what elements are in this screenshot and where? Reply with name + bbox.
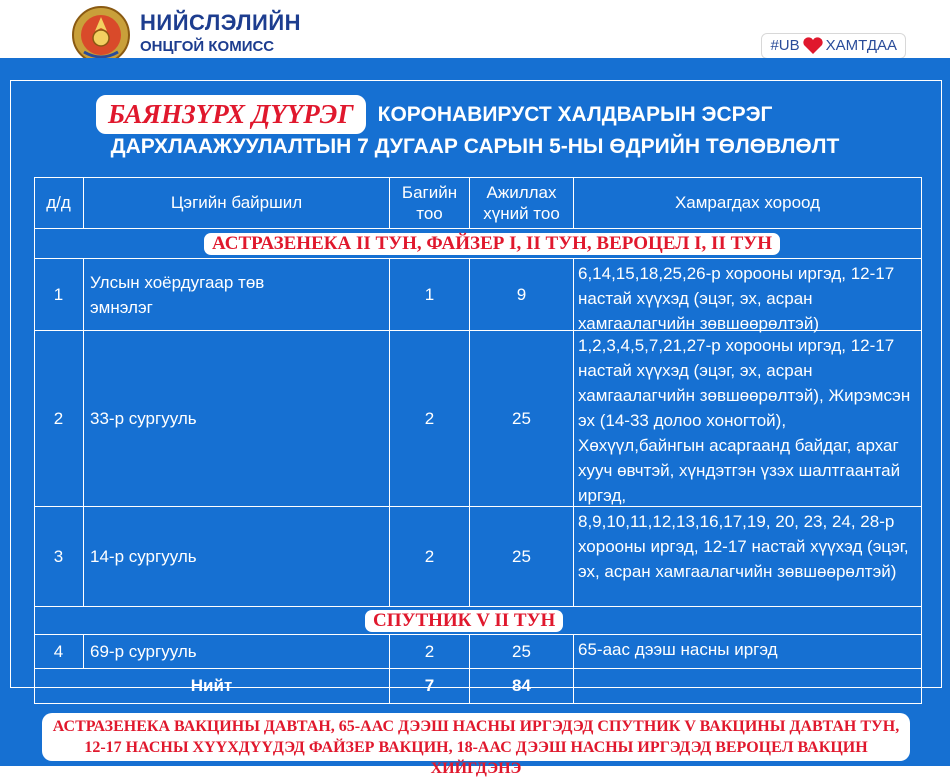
row4-location: 69-р сургууль [84, 635, 390, 669]
row2-staff: 25 [470, 331, 574, 507]
total-teams: 7 [390, 669, 470, 704]
row3-staff: 25 [470, 507, 574, 607]
row4-no: 4 [34, 635, 84, 669]
row2-coverage: 1,2,3,4,5,7,21,27-р хорооны иргэд, 12-17 настай хүүхэд (эцэг, эх, асран хамгаалагчийн зөвшөөрөлтэй), Жирэмсэн эх (14-33 долоо хоногтой), Хөхүүл,байнгын асаргаанд байдаг, архаг хууч өвчтэй, хүндэтгэн үзэх шалтгаантай иргэд, [574, 331, 922, 507]
total-staff: 84 [470, 669, 574, 704]
row1-no: 1 [34, 259, 84, 331]
row4-teams: 2 [390, 635, 470, 669]
row3-coverage: 8,9,10,11,12,13,16,17,19, 20, 23, 24, 28-р хорооны иргэд, 12-17 настай хүүхэд (эцэг, эх, асран хамгаалагчийн зөвшөөрөлтэй) [574, 507, 922, 607]
row4-coverage: 65-аас дээш насны иргэд [574, 635, 922, 669]
footer-note-line2: 12-17 НАСНЫ ХҮҮХДҮҮДЭД ФАЙЗЕР ВАКЦИН, 18-ААС ДЭЭШ НАСНЫ ИРГЭДЭД ВЕРОЦЕЛ ВАКЦИН ХИЙГДЭНЭ [84, 739, 868, 777]
section-title-vaccines: АСТРАЗЕНЕКА II ТУН, ФАЙЗЕР I, II ТУН, ВЕРОЦЕЛ I, II ТУН [204, 233, 780, 255]
row3-location: 14-р сургууль [84, 507, 390, 607]
hashtag-badge [761, 33, 906, 59]
org-name-line1: НИЙСЛЭЛИЙН [140, 10, 302, 35]
district-name: БАЯНЗҮРХ ДҮҮРЭГ [96, 95, 366, 134]
row2-location: 33-р сургууль [84, 331, 390, 507]
col-header-staff: Ажиллах хүний тоо [470, 177, 574, 229]
col-header-no: д/д [34, 177, 84, 229]
hashtag-prefix: #UB [770, 37, 800, 54]
row2-no: 2 [34, 331, 84, 507]
row1-coverage: 6,14,15,18,25,26-р хорооны иргэд, 12-17 настай хүүхэд (эцэг, эх, асран хамгаалагчийн зөвшөөрөлтэй) [574, 259, 922, 331]
city-emblem-logo [70, 4, 132, 66]
title-line2: ДАРХЛААЖУУЛАЛТЫН 7 ДУГААР САРЫН 5-НЫ ӨДРИЙН ТӨЛӨВЛӨЛТ [110, 135, 840, 158]
row3-teams: 2 [390, 507, 470, 607]
row1-teams: 1 [390, 259, 470, 331]
row2-teams: 2 [390, 331, 470, 507]
row1-staff: 9 [470, 259, 574, 331]
footer-note-line1: АСТРАЗЕНЕКА ВАКЦИНЫ ДАВТАН, 65-ААС ДЭЭШ НАСНЫ ИРГЭДЭД СПУТНИК V ВАКЦИНЫ ДАВТАН ТУН, [52, 718, 900, 735]
total-coverage-empty [574, 669, 922, 704]
title-line1 [96, 95, 772, 134]
col-header-teams: Багийн тоо [390, 177, 470, 229]
row1-location: Улсын хоёрдугаар төв эмнэлэг [84, 259, 390, 331]
title-line1-text: КОРОНАВИРУСТ ХАЛДВАРЫН ЭСРЭГ [377, 102, 773, 126]
top-header [0, 0, 950, 62]
section-title-sputnik: СПУТНИК V II ТУН [365, 610, 563, 632]
footer-note [42, 713, 910, 777]
heart-icon [802, 37, 824, 55]
row3-no: 3 [34, 507, 84, 607]
row4-staff: 25 [470, 635, 574, 669]
col-header-location: Цэгийн байршил [84, 177, 390, 229]
org-name [140, 10, 301, 55]
hashtag-suffix: ХАМТДАА [825, 37, 897, 54]
total-label: Нийт [34, 669, 390, 704]
col-header-coverage: Хамрагдах хороод [574, 177, 922, 229]
org-name-line2: ОНЦГОЙ КОМИСС [140, 38, 275, 55]
